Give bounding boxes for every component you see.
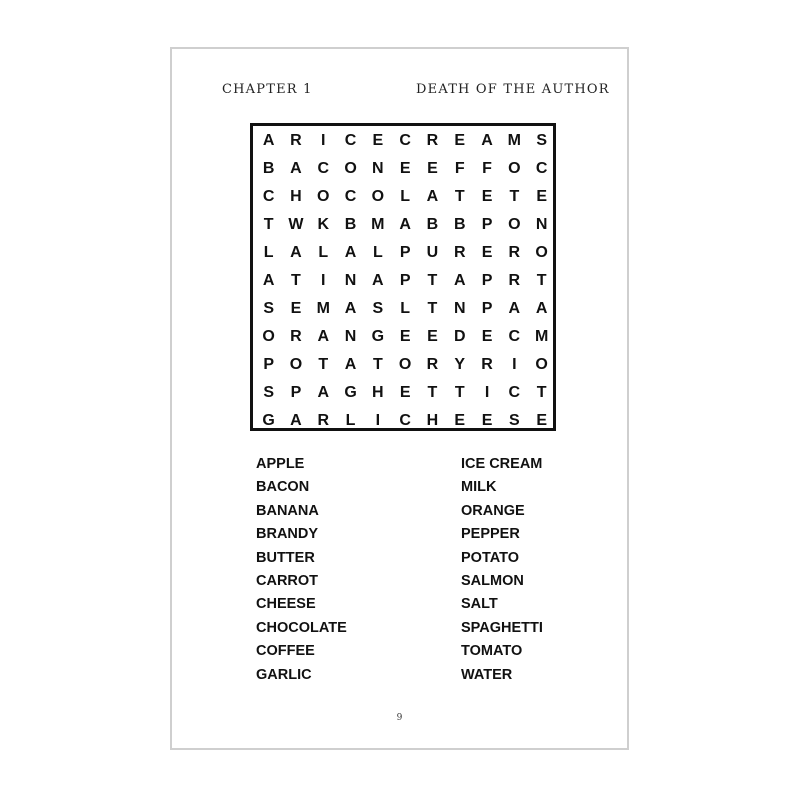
grid-letter: E: [481, 412, 493, 429]
grid-letter: T: [263, 216, 274, 233]
grid-letter: S: [509, 412, 520, 429]
grid-letter: H: [426, 412, 439, 429]
grid-letter: B: [344, 216, 357, 233]
grid-letter: T: [454, 384, 465, 401]
word-list-item: GARLIC: [256, 666, 312, 683]
word-list-item: CARROT: [256, 572, 319, 589]
grid-letter: A: [317, 328, 330, 345]
grid-letter: I: [512, 356, 517, 373]
grid-letter: H: [290, 188, 302, 205]
grid-letter: N: [344, 272, 357, 289]
grid-letter: K: [317, 216, 330, 233]
grid-letter: E: [372, 132, 384, 149]
grid-letter: L: [372, 244, 383, 261]
grid-letter: L: [345, 412, 356, 429]
word-list-item: SALT: [461, 596, 498, 613]
grid-letter: L: [400, 300, 411, 317]
grid-letter: A: [344, 244, 357, 261]
grid-letter: P: [399, 272, 411, 289]
word-list-item: WATER: [461, 666, 513, 683]
grid-letter: A: [399, 216, 411, 233]
chapter-title: DEATH OF THE AUTHOR: [416, 82, 610, 97]
word-list-left: [256, 453, 347, 687]
grid-letter: O: [508, 216, 521, 233]
grid-row: [253, 407, 553, 435]
grid-letter: A: [317, 384, 330, 401]
grid-letter: I: [484, 384, 490, 401]
grid-letter: E: [481, 244, 493, 261]
chapter-label: CHAPTER 1: [222, 82, 313, 97]
grid-letter: F: [482, 160, 492, 177]
word-list-item: CHOCOLATE: [256, 619, 347, 636]
grid-letter: E: [399, 384, 411, 401]
grid-letter: A: [262, 272, 275, 289]
grid-letter: A: [344, 300, 357, 317]
grid-letter: R: [453, 244, 466, 261]
word-list-item: POTATO: [461, 549, 519, 566]
word-list-item: CHEESE: [256, 596, 316, 613]
grid-letter: A: [372, 272, 384, 289]
grid-letter: T: [372, 356, 383, 373]
grid-letter: E: [536, 412, 547, 429]
grid-letter: C: [399, 412, 411, 429]
grid-letter: O: [535, 244, 548, 261]
grid-letter: R: [481, 356, 493, 373]
grid-letter: S: [372, 300, 384, 317]
grid-letter: N: [453, 300, 466, 317]
grid-letter: G: [371, 328, 385, 345]
grid-letter: R: [290, 328, 302, 345]
grid-letter: U: [426, 244, 439, 261]
grid-letter: T: [427, 272, 438, 289]
grid-letter: B: [453, 216, 466, 233]
word-list-item: BANANA: [256, 502, 319, 519]
word-list-item: SALMON: [461, 572, 524, 589]
word-list-item: COFFEE: [256, 643, 315, 660]
grid-row: [253, 155, 553, 183]
grid-letter: E: [399, 328, 411, 345]
word-list-item: TOMATO: [461, 643, 523, 660]
word-list-item: MILK: [461, 479, 497, 496]
word-list-item: SPAGHETTI: [461, 619, 543, 636]
word-list-item: BUTTER: [256, 549, 315, 566]
grid-letter: P: [481, 272, 493, 289]
grid-letter: T: [427, 300, 438, 317]
word-list-item: PEPPER: [461, 526, 520, 543]
grid-letter: Y: [454, 356, 466, 373]
grid-letter: T: [318, 356, 329, 373]
grid-letter: C: [508, 384, 521, 401]
grid-letter: S: [263, 300, 274, 317]
grid-row: [253, 379, 553, 407]
grid-letter: C: [262, 188, 275, 205]
grid-letter: I: [375, 412, 381, 429]
grid-letter: T: [509, 188, 520, 205]
grid-letter: M: [534, 328, 549, 345]
grid-letter: C: [399, 132, 411, 149]
grid-letter: B: [426, 216, 439, 233]
grid-letter: E: [481, 188, 493, 205]
grid-letter: E: [481, 328, 493, 345]
grid-letter: M: [507, 132, 521, 149]
grid-letter: A: [344, 356, 357, 373]
grid-letter: N: [344, 328, 357, 345]
grid-letter: I: [321, 272, 326, 289]
grid-letter: O: [508, 160, 521, 177]
grid-letter: L: [263, 244, 274, 261]
grid-letter: A: [481, 132, 493, 149]
grid-letter: C: [535, 160, 548, 177]
grid-letter: L: [400, 188, 411, 205]
word-list-item: BACON: [256, 479, 310, 496]
grid-letter: O: [317, 188, 330, 205]
grid-letter: D: [453, 328, 466, 345]
grid-letter: H: [372, 384, 384, 401]
grid-row: [253, 127, 553, 155]
word-list-item: APPLE: [256, 456, 305, 472]
word-list-item: BRANDY: [256, 526, 319, 543]
grid-letter: R: [508, 272, 521, 289]
grid-row: [253, 211, 553, 239]
grid-letter: A: [290, 244, 302, 261]
grid-letter: A: [535, 300, 548, 317]
grid-letter: R: [290, 132, 302, 149]
page-number: 9: [396, 713, 403, 723]
grid-letter: N: [535, 216, 548, 233]
grid-letter: O: [535, 356, 548, 373]
grid-letter: A: [290, 160, 302, 177]
grid-row: [253, 323, 553, 351]
grid-letter: A: [508, 300, 521, 317]
grid-row: [253, 267, 553, 295]
grid-letter: I: [321, 132, 326, 149]
grid-letter: E: [454, 412, 466, 429]
word-list-item: ICE CREAM: [461, 456, 543, 472]
grid-letter: T: [536, 272, 547, 289]
grid-letter: A: [262, 132, 275, 149]
grid-letter: W: [288, 216, 304, 233]
grid-letter: A: [426, 188, 439, 205]
grid-letter: A: [453, 272, 466, 289]
grid-letter: T: [427, 384, 438, 401]
grid-letter: F: [454, 160, 465, 177]
grid-letter: O: [344, 160, 357, 177]
grid-letter: R: [317, 412, 330, 429]
word-search-grid: [250, 123, 556, 431]
grid-letter: M: [371, 216, 385, 233]
grid-letter: T: [291, 272, 301, 289]
grid-letter: A: [290, 412, 302, 429]
grid-letter: N: [372, 160, 384, 177]
grid-letter: E: [290, 300, 302, 317]
grid-letter: T: [454, 188, 465, 205]
word-list-item: ORANGE: [461, 502, 525, 519]
grid-letter: L: [318, 244, 329, 261]
grid-row: [253, 295, 553, 323]
grid-letter: B: [262, 160, 275, 177]
grid-letter: S: [536, 132, 547, 149]
grid-letter: O: [398, 356, 412, 373]
grid-letter: P: [290, 384, 302, 401]
grid-letter: C: [508, 328, 521, 345]
grid-letter: G: [344, 384, 357, 401]
grid-letter: E: [427, 160, 438, 177]
grid-letter: E: [427, 328, 438, 345]
grid-letter: P: [481, 216, 493, 233]
grid-letter: R: [426, 132, 439, 149]
grid-letter: O: [371, 188, 385, 205]
grid-letter: C: [344, 132, 357, 149]
grid-letter: P: [399, 244, 411, 261]
grid-row: [253, 239, 553, 267]
grid-letter: T: [536, 384, 547, 401]
grid-letter: R: [508, 244, 521, 261]
grid-row: [253, 183, 553, 211]
grid-row: [253, 351, 553, 379]
grid-letter: G: [262, 412, 275, 429]
grid-letter: C: [344, 188, 357, 205]
grid-letter: E: [454, 132, 466, 149]
grid-letter: S: [263, 384, 274, 401]
grid-letter: O: [289, 356, 303, 373]
grid-letter: P: [481, 300, 493, 317]
grid-letter: M: [316, 300, 330, 317]
grid-letter: E: [536, 188, 547, 205]
word-list-right: [461, 453, 543, 687]
grid-letter: P: [263, 356, 274, 373]
grid-letter: R: [426, 356, 439, 373]
book-page: [170, 47, 629, 750]
grid-letter: C: [317, 160, 330, 177]
grid-letter: E: [399, 160, 411, 177]
grid-letter: O: [262, 328, 275, 345]
